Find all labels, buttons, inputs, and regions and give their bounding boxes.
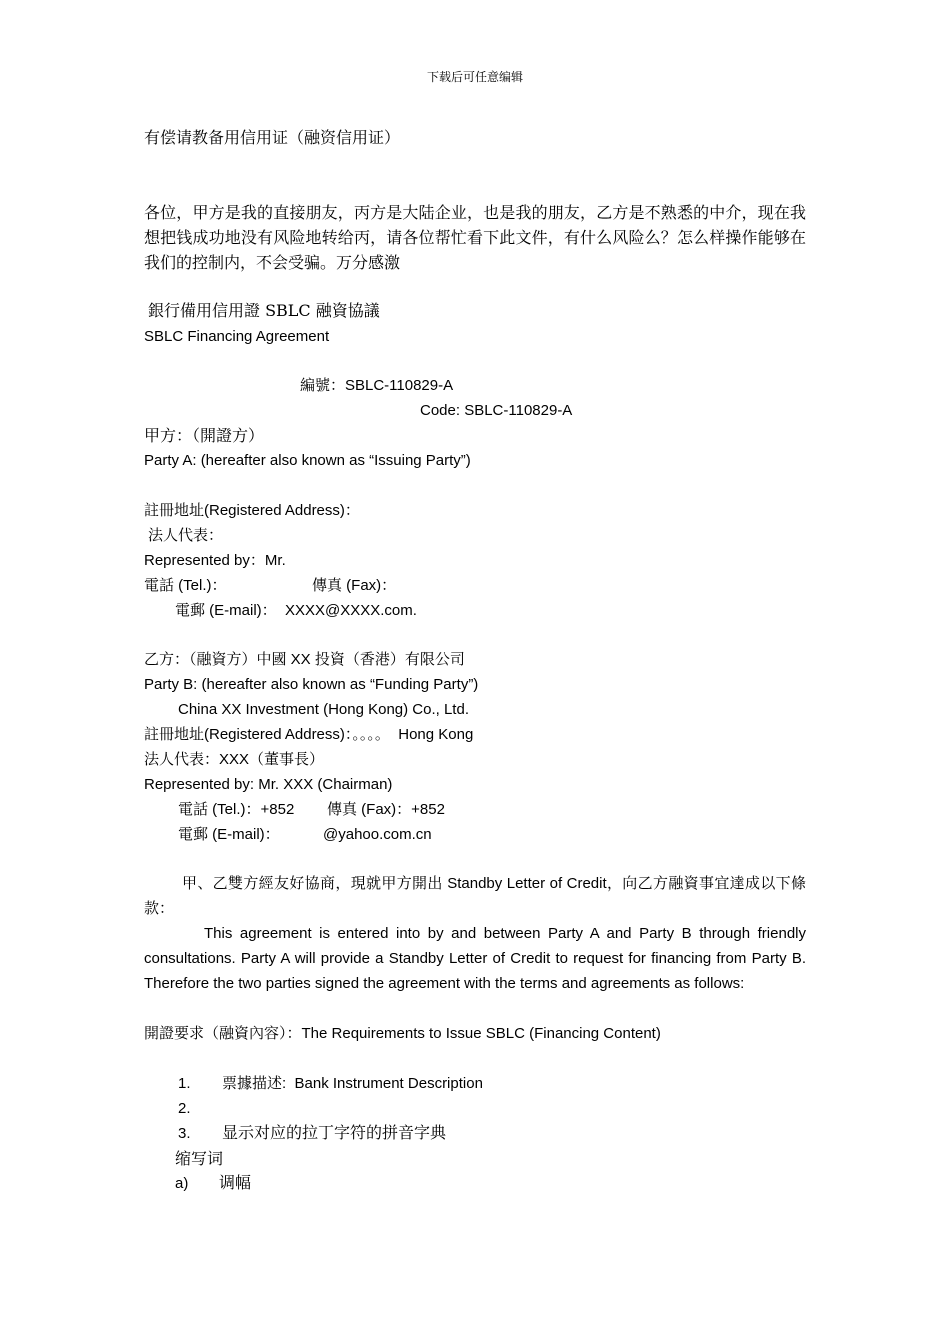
intro-paragraph: 各位，甲方是我的直接朋友，丙方是大陆企业，也是我的朋友，乙方是不熟悉的中介，现在我想把钱成功地没有风险地转给丙，请各位帮忙看下此文件，有什么风险么？怎么样操作能够在我们的控制内，不会受骗。万分感激	[144, 203, 806, 272]
party-b-company: China XX Investment (Hong Kong) Co., Ltd.	[178, 701, 469, 718]
abbreviation-label: 缩写词	[175, 1149, 224, 1168]
consult-paragraph-cn	[144, 871, 806, 921]
list-number: 2.	[178, 1100, 191, 1117]
consult-paragraph-en	[144, 921, 806, 996]
agreement-title-en: SBLC Financing Agreement	[144, 328, 330, 345]
party-b-email-value: @yahoo.com.cn	[323, 826, 432, 843]
agreement-title-cn: 銀行備用信用證 SBLC 融資協議	[148, 301, 380, 320]
list-item	[178, 1075, 483, 1093]
party-a-tel: 電話 (Tel.)：	[144, 577, 227, 594]
party-b-label-en: Party B: (hereafter also known as “Funding Party”)	[144, 676, 479, 693]
list-text: 显示对应的拉丁字符的拼音字典	[222, 1123, 447, 1142]
party-a-address: 註冊地址(Registered Address)：	[144, 502, 360, 519]
list-number: 3.	[178, 1125, 191, 1142]
list-text: 票據描述: Bank Instrument Description	[222, 1075, 483, 1092]
party-b-fax: 傳真 (Fax)：+852	[327, 801, 445, 818]
party-b-address: 註冊地址(Registered Address)：。。。。 Hong Kong	[144, 726, 474, 743]
party-a-label-cn: 甲方：（開證方）	[144, 426, 265, 445]
header-note: 下载后可任意编辑	[426, 70, 523, 84]
agreement-code-cn: 編號：SBLC-110829-A	[300, 377, 454, 394]
party-b-rep-en: Represented by: Mr. XXX (Chairman)	[144, 776, 393, 793]
sub-item	[175, 1174, 251, 1193]
consult-cn-text: 甲、乙雙方經友好協商，現就甲方開出 Standby Letter of Credit，向乙方融資事宜達成以下條款：	[144, 875, 806, 917]
list-item	[178, 1124, 446, 1143]
party-a-fax: 傳真 (Fax)：	[312, 577, 397, 594]
consult-en-text: This agreement is entered into by and between Party A and Party B through friendly consultations. Party A will provide a Standby Letter of Credit to request for financing from Party B. Therefore the two parties signed the agreement with the terms and agreements as follows:	[144, 925, 806, 992]
party-a-rep-en: Represented by：Mr.	[144, 552, 286, 569]
list-number: 1.	[178, 1075, 191, 1092]
party-b-email-label: 電郵 (E-mail)：	[178, 826, 280, 843]
agreement-code-en: Code: SBLC-110829-A	[420, 402, 573, 419]
sub-item-number: a)	[175, 1175, 189, 1192]
party-a-rep-cn: 法人代表：	[148, 527, 224, 544]
party-b-label-cn: 乙方：（融資方）中國 XX 投資（香港）有限公司	[144, 651, 465, 668]
party-a-email: 電郵 (E-mail)： XXXX@XXXX.com.	[175, 602, 417, 619]
party-a-label-en: Party A: (hereafter also known as “Issuing Party”)	[144, 452, 471, 469]
sub-item-text: 调幅	[219, 1173, 252, 1192]
requirements-heading: 開證要求（融資內容）：The Requirements to Issue SBLC (Financing Content)	[144, 1025, 661, 1042]
party-b-tel: 電話 (Tel.)：+852	[178, 801, 295, 818]
document-title: 有偿请教备用信用证（融资信用证）	[144, 128, 401, 147]
list-item	[178, 1100, 222, 1118]
party-b-rep-cn: 法人代表：XXX（董事長）	[144, 751, 325, 768]
